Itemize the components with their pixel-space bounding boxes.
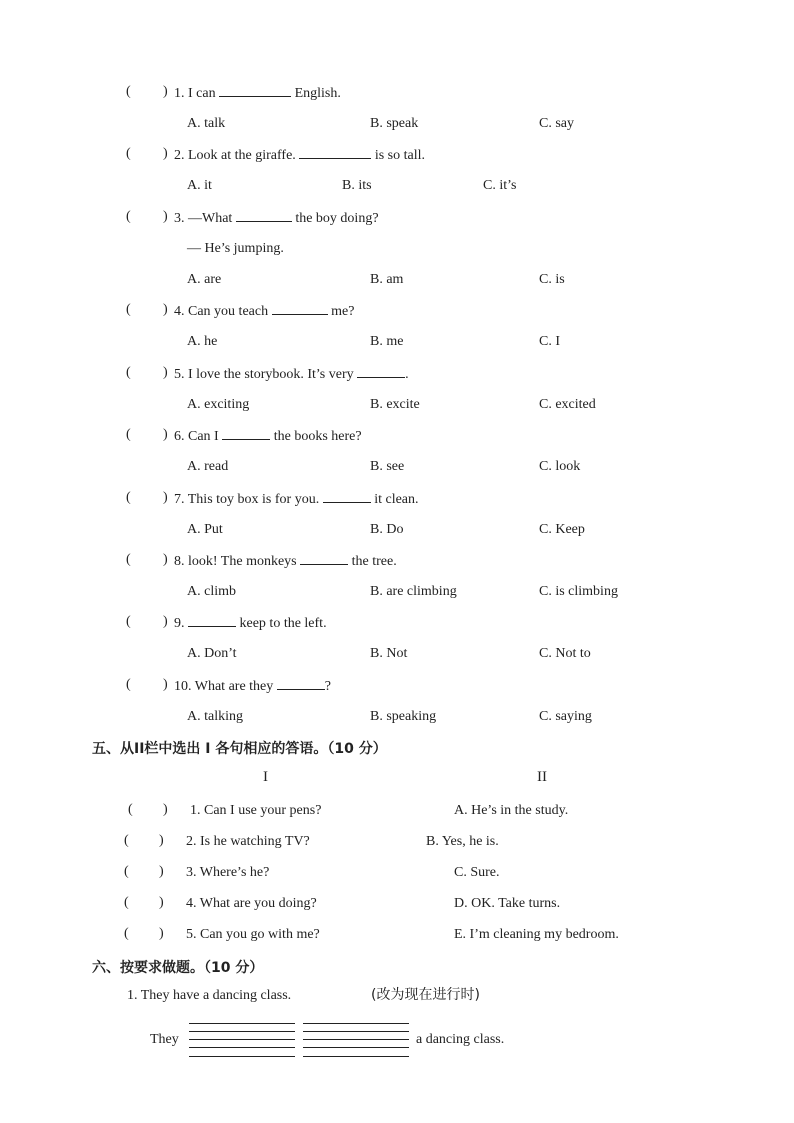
- question-stem: [174, 614, 327, 633]
- writing-line[interactable]: [189, 1047, 295, 1048]
- writing-line[interactable]: [189, 1031, 295, 1032]
- option-b[interactable]: B. Do: [370, 522, 404, 537]
- fill-blank[interactable]: [323, 490, 371, 503]
- question-text-before: What are they: [194, 679, 274, 694]
- option-a[interactable]: A. talking: [187, 709, 243, 724]
- fill-blank[interactable]: [236, 209, 292, 222]
- option-c[interactable]: C. is climbing: [539, 584, 618, 599]
- match-answer: D. OK. Take turns.: [454, 896, 561, 911]
- option-c[interactable]: C. I: [539, 334, 560, 349]
- option-b[interactable]: B. see: [370, 459, 405, 474]
- question-number: 7.: [174, 492, 185, 507]
- writing-line[interactable]: [303, 1056, 409, 1057]
- answer-paren-close: ): [163, 490, 168, 505]
- option-c[interactable]: C. Not to: [539, 646, 591, 661]
- answer-paren-open: (: [124, 864, 129, 879]
- question-text-after: ?: [324, 679, 331, 694]
- question-stem: [174, 490, 419, 509]
- fill-blank[interactable]: [300, 552, 348, 565]
- question-text-after: me?: [331, 304, 355, 319]
- writing-line[interactable]: [189, 1023, 295, 1024]
- answer-paren-open: (: [124, 926, 129, 941]
- answer-paren-close: ): [159, 895, 164, 910]
- question-stem: [174, 365, 409, 384]
- answer-paren-open: (: [126, 146, 131, 161]
- question-stem: [174, 677, 331, 696]
- question-text-after: the tree.: [351, 554, 397, 569]
- option-c[interactable]: C. is: [539, 272, 565, 287]
- question-stem: [174, 427, 362, 446]
- answer-paren-close: ): [163, 365, 168, 380]
- option-c[interactable]: C. look: [539, 459, 581, 474]
- option-b[interactable]: B. speaking: [370, 709, 437, 724]
- option-a[interactable]: A. are: [187, 272, 222, 287]
- option-b[interactable]: B. me: [370, 334, 404, 349]
- option-a[interactable]: A. it: [187, 178, 212, 193]
- answer-paren-close: ): [163, 84, 168, 99]
- fill-blank[interactable]: [272, 302, 328, 315]
- answer-paren-close: ): [163, 427, 168, 442]
- question-text-before: Can I: [188, 429, 219, 444]
- question-text-before: Can you teach: [188, 304, 269, 319]
- question-text-before: This toy box is for you.: [187, 492, 320, 507]
- match-answer: E. I’m cleaning my bedroom.: [454, 927, 619, 942]
- option-a[interactable]: A. exciting: [187, 397, 250, 412]
- match-question: 1. Can I use your pens?: [190, 803, 322, 818]
- option-b[interactable]: B. are climbing: [370, 584, 457, 599]
- question-stem: [174, 84, 341, 103]
- question-number: 5.: [174, 367, 185, 382]
- answer-paren-close: ): [163, 209, 168, 224]
- answer-paren-open: (: [126, 677, 131, 692]
- question-stem: [174, 146, 425, 165]
- match-question: 4. What are you doing?: [186, 896, 317, 911]
- question-text-after: it clean.: [374, 492, 419, 507]
- match-answer: C. Sure.: [454, 865, 500, 880]
- question-text-before: I can: [188, 86, 216, 101]
- option-c[interactable]: C. say: [539, 116, 574, 131]
- question-number: 3.: [174, 211, 185, 226]
- answer-paren-open: (: [124, 895, 129, 910]
- column-ii-header: II: [537, 769, 547, 785]
- writing-line[interactable]: [189, 1039, 295, 1040]
- question-number: 1.: [174, 86, 185, 101]
- match-question: 3. Where’s he?: [186, 865, 270, 880]
- question-text-before: look! The monkeys: [188, 554, 297, 569]
- match-question: 2. Is he watching TV?: [186, 834, 310, 849]
- question-number: 8.: [174, 554, 185, 569]
- answer-paren-open: (: [124, 833, 129, 848]
- fill-blank[interactable]: [277, 677, 325, 690]
- answer-paren-close: ): [159, 833, 164, 848]
- question-number: 4.: [174, 304, 185, 319]
- answer-paren-close: ): [163, 614, 168, 629]
- option-a[interactable]: A. Don’t: [187, 646, 237, 661]
- writing-line[interactable]: [303, 1023, 409, 1024]
- answer-paren-open: (: [126, 490, 131, 505]
- answer-paren-open: (: [126, 614, 131, 629]
- option-b[interactable]: B. am: [370, 272, 404, 287]
- option-b[interactable]: B. its: [342, 178, 372, 193]
- question-number: 6.: [174, 429, 185, 444]
- question-text-before: I love the storybook. It’s very: [188, 367, 354, 382]
- answer-paren-close: ): [163, 802, 168, 817]
- question-text-after: keep to the left.: [239, 616, 327, 631]
- option-b[interactable]: B. excite: [370, 397, 420, 412]
- option-b[interactable]: B. speak: [370, 116, 419, 131]
- fill-blank[interactable]: [299, 146, 371, 159]
- answer-paren-open: (: [128, 802, 133, 817]
- writing-line[interactable]: [303, 1047, 409, 1048]
- answer-paren-close: ): [163, 146, 168, 161]
- answer-paren-open: (: [126, 302, 131, 317]
- answer-paren-close: ): [159, 926, 164, 941]
- match-answer: A. He’s in the study.: [454, 803, 569, 818]
- section-6-title: 六、按要求做题。（10 分）: [92, 960, 264, 976]
- question-text-after: .: [405, 367, 409, 382]
- answer-paren-open: (: [126, 427, 131, 442]
- answer-paren-close: ): [159, 864, 164, 879]
- match-question: 5. Can you go with me?: [186, 927, 320, 942]
- match-answer: B. Yes, he is.: [426, 834, 499, 849]
- option-a[interactable]: A. talk: [187, 116, 226, 131]
- answer-paren-open: (: [126, 552, 131, 567]
- option-b[interactable]: B. Not: [370, 646, 408, 661]
- question-stem: [174, 209, 379, 228]
- task-instruction: (改为现在进行时): [371, 987, 480, 1003]
- question-text-after: the books here?: [273, 429, 362, 444]
- option-c[interactable]: C. Keep: [539, 522, 585, 537]
- question-response-line: — He’s jumping.: [187, 241, 284, 256]
- question-text-after: English.: [294, 86, 341, 101]
- answer-paren-close: ): [163, 552, 168, 567]
- question-number: 10.: [174, 679, 192, 694]
- question-stem: [174, 302, 354, 321]
- question-number: 2.: [174, 148, 185, 163]
- question-text-before: —What: [188, 211, 233, 226]
- answer-prefix: They: [150, 1032, 179, 1047]
- fill-blank[interactable]: [219, 84, 291, 97]
- answer-paren-open: (: [126, 209, 131, 224]
- option-c[interactable]: C. excited: [539, 397, 596, 412]
- option-a[interactable]: A. Put: [187, 522, 223, 537]
- question-stem: [174, 552, 397, 571]
- option-a[interactable]: A. climb: [187, 584, 236, 599]
- writing-line[interactable]: [303, 1039, 409, 1040]
- fill-blank[interactable]: [188, 614, 236, 627]
- option-a[interactable]: A. he: [187, 334, 218, 349]
- section-5-title: 五、从II栏中选出 I 各句相应的答语。（10 分）: [92, 741, 387, 757]
- column-i-header: I: [263, 769, 268, 785]
- option-c[interactable]: C. it’s: [483, 178, 517, 193]
- fill-blank[interactable]: [357, 365, 405, 378]
- answer-paren-close: ): [163, 302, 168, 317]
- answer-paren-open: (: [126, 365, 131, 380]
- option-a[interactable]: A. read: [187, 459, 229, 474]
- writing-line[interactable]: [189, 1056, 295, 1057]
- option-c[interactable]: C. saying: [539, 709, 592, 724]
- question-text-after: the boy doing?: [295, 211, 379, 226]
- question-text-after: is so tall.: [374, 148, 425, 163]
- answer-suffix: a dancing class.: [416, 1032, 505, 1047]
- writing-line[interactable]: [303, 1031, 409, 1032]
- task-sentence: 1. They have a dancing class.: [127, 988, 292, 1003]
- answer-paren-close: ): [163, 677, 168, 692]
- fill-blank[interactable]: [222, 427, 270, 440]
- question-number: 9.: [174, 616, 185, 631]
- answer-paren-open: (: [126, 84, 131, 99]
- question-text-before: Look at the giraffe.: [188, 148, 296, 163]
